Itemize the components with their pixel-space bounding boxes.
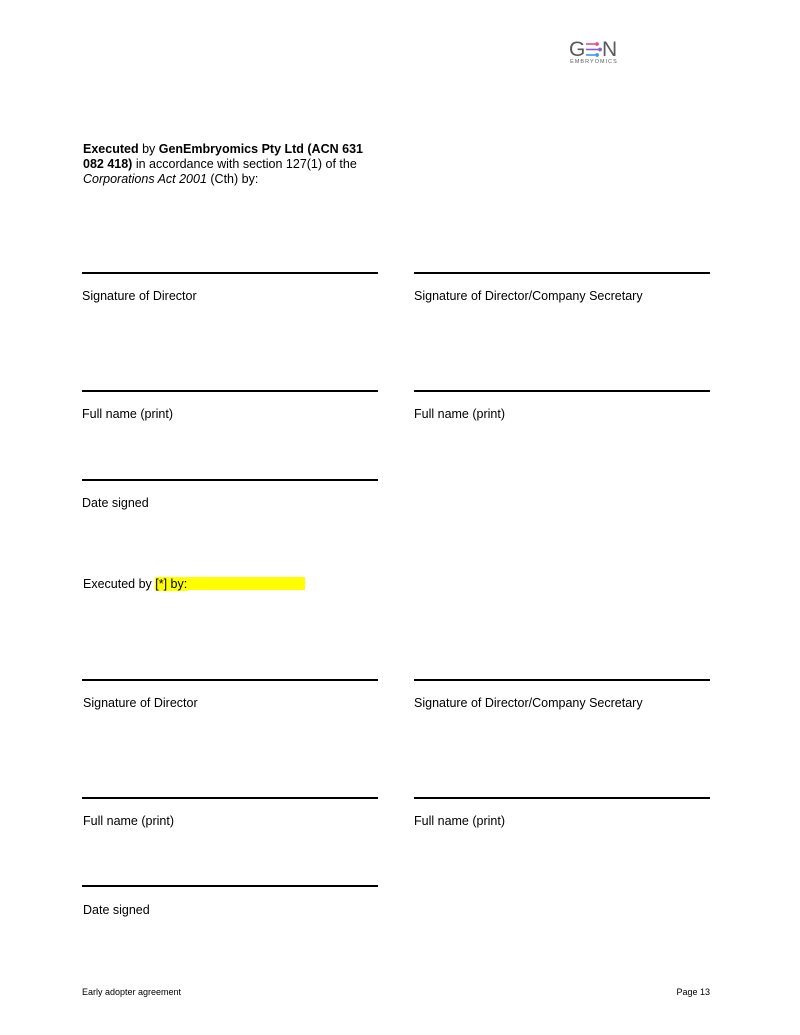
- act-name: Corporations Act 2001: [83, 172, 207, 186]
- fullname-line-secretary[interactable]: [414, 390, 710, 392]
- logo-subtitle: EMBRYOMICS: [570, 59, 618, 65]
- svg-text:N: N: [602, 38, 618, 60]
- label-fullname-director: Full name (print): [82, 407, 173, 421]
- fullname-line-director-2[interactable]: [82, 797, 378, 799]
- executed-word: Executed: [83, 142, 139, 156]
- fullname-line-secretary-2[interactable]: [414, 797, 710, 799]
- execution-clause-2: [83, 577, 305, 591]
- label-fullname-secretary-2: Full name (print): [414, 814, 505, 828]
- executed-by-prefix: Executed by: [83, 577, 156, 591]
- intro-mid: in accordance with section 127(1) of the: [132, 157, 357, 171]
- company-name: GenEmbryomics Pty Ltd (ACN 631 082 418): [83, 142, 363, 171]
- fullname-line-director[interactable]: [82, 390, 378, 392]
- company-logo: [566, 38, 622, 68]
- signature-line-secretary[interactable]: [414, 272, 710, 274]
- svg-text:G: G: [569, 38, 586, 60]
- placeholder-party[interactable]: [*] by:: [155, 577, 188, 591]
- footer-document-title: Early adopter agreement: [82, 987, 182, 997]
- label-signature-director: Signature of Director: [82, 289, 197, 303]
- label-date-signed: Date signed: [82, 496, 149, 510]
- intro-end: (Cth) by:: [206, 172, 259, 186]
- signature-line-director-2[interactable]: [82, 679, 378, 681]
- signature-line-secretary-2[interactable]: [414, 679, 710, 681]
- label-fullname-secretary: Full name (print): [414, 407, 505, 421]
- label-date-signed-2: Date signed: [83, 903, 150, 917]
- label-fullname-director-2: Full name (print): [83, 814, 174, 828]
- label-signature-secretary-2: Signature of Director/Company Secretary: [414, 696, 643, 710]
- label-signature-secretary: Signature of Director/Company Secretary: [414, 289, 643, 303]
- signature-line-director[interactable]: [82, 272, 378, 274]
- highlight-fill: [187, 577, 305, 590]
- gen-logo-mark: [566, 38, 622, 60]
- footer-page-number: Page 13: [676, 987, 710, 997]
- execution-clause-1: [83, 142, 373, 187]
- label-signature-director-2: Signature of Director: [83, 696, 198, 710]
- date-line-2[interactable]: [82, 885, 378, 887]
- intro-by: by: [138, 142, 159, 156]
- date-line[interactable]: [82, 479, 378, 481]
